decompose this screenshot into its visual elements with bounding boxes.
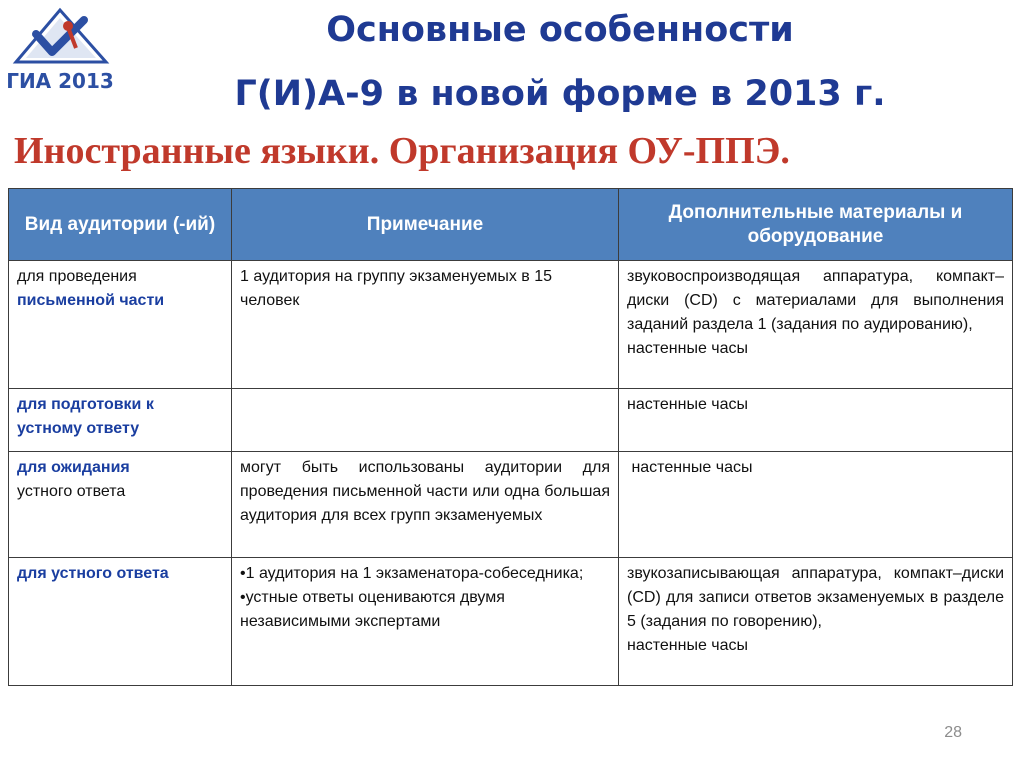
gia-2013-logo xyxy=(6,4,114,96)
room-type-emphasis: для подготовки к устному ответу xyxy=(17,396,154,437)
note-cell xyxy=(232,389,619,452)
table-row xyxy=(9,558,1013,686)
materials-cell xyxy=(619,558,1013,686)
header-room-type: Вид аудитории (-ий) xyxy=(9,189,232,261)
logo-text: ГИА 2013 xyxy=(6,69,114,93)
materials-extra: настенные часы xyxy=(627,637,749,654)
room-type-cell xyxy=(9,389,232,452)
materials-cell: настенные часы xyxy=(619,452,1013,558)
note-cell: 1 аудитория на группу экзаменуемых в 15 человек xyxy=(232,261,619,389)
table-header-row xyxy=(9,189,1013,261)
materials-text: звуковоспроизводящая аппаратура, компакт–диски (CD) с материалами для выполнения заданий раздела 1 (задания по аудированию), xyxy=(627,268,1004,333)
materials-text: звукозаписывающая аппаратура, компакт–диски (CD) для записи ответов экзаменуемых в разделе 5 (задания по говорению), xyxy=(627,565,1004,630)
room-type-cell xyxy=(9,452,232,558)
section-subtitle: Иностранные языки. Организация ОУ-ППЭ. xyxy=(14,130,790,172)
table-row xyxy=(9,389,1013,452)
materials-cell xyxy=(619,261,1013,389)
room-type-emphasis: для устного ответа xyxy=(17,565,169,582)
room-type-cell xyxy=(9,261,232,389)
note-bullet: •1 аудитория на 1 экзаменатора-собеседника; xyxy=(240,565,584,582)
page-title-line-2: Г(И)А-9 в новой форме в 2013 г. xyxy=(234,74,886,114)
header-note: Примечание xyxy=(232,189,619,261)
materials-extra: настенные часы xyxy=(627,340,749,357)
room-type-text: для проведения xyxy=(17,268,137,285)
note-cell xyxy=(232,558,619,686)
organization-table xyxy=(8,188,1013,686)
room-type-text: устного ответа xyxy=(17,483,126,500)
note-bullet: •устные ответы оцениваются двумя независимыми экспертами xyxy=(240,589,505,630)
page-title-line-1: Основные особенности xyxy=(326,10,794,50)
note-cell: могут быть использованы аудитории для проведения письменной части или одна большая аудитория для всех групп экзаменуемых xyxy=(232,452,619,558)
materials-cell: настенные часы xyxy=(619,389,1013,452)
room-type-emphasis: для ожидания xyxy=(17,459,130,476)
header-materials: Дополнительные материалы и оборудование xyxy=(619,189,1013,261)
table-row xyxy=(9,261,1013,389)
table-row xyxy=(9,452,1013,558)
page-number: 28 xyxy=(944,724,962,741)
room-type-cell xyxy=(9,558,232,686)
room-type-emphasis: письменной части xyxy=(17,292,165,309)
